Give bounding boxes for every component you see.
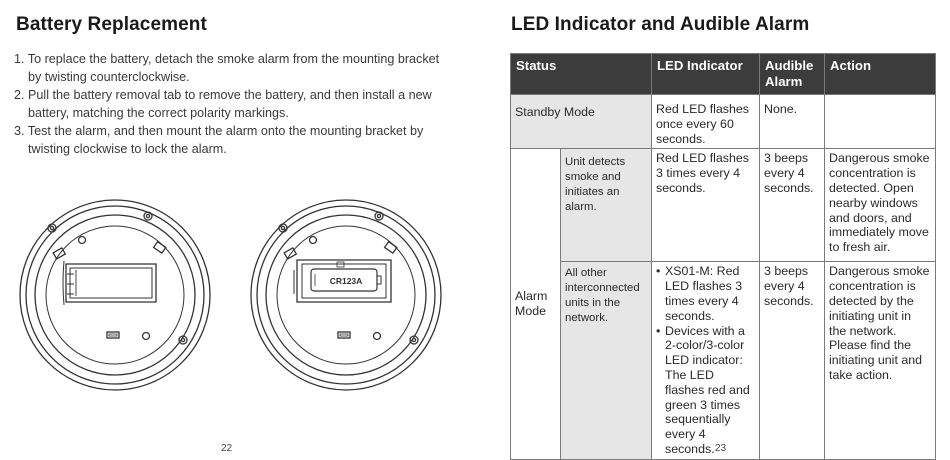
alarm-back-empty-drawing: [18, 198, 212, 392]
table-row-alarm-2: [511, 262, 936, 459]
standby-led: Red LED flashes once every 60 seconds.: [652, 95, 760, 149]
alarm-mode-label: Alarm Mode: [511, 149, 561, 459]
table-header-row: [511, 54, 936, 95]
alarm-row2-audible: 3 beeps every 4 seconds.: [760, 262, 825, 459]
table-row-standby: [511, 95, 936, 149]
alarm-row2-led-item-2: • Devices with a 2-color/3-color LED indicator: The LED flashes red and green 3 times sequentially every 4 seconds.: [656, 324, 755, 457]
right-page: [475, 0, 950, 455]
standby-audible: None.: [760, 95, 825, 149]
led-indicator-title: LED Indicator and Audible Alarm: [511, 14, 810, 35]
header-action: Action: [825, 54, 936, 95]
header-audible: Audible Alarm: [760, 54, 825, 95]
table-row-alarm-1: [511, 149, 936, 262]
alarm-row2-led: [652, 262, 760, 459]
standby-status: Standby Mode: [511, 95, 652, 149]
standby-action: [825, 95, 936, 149]
alarm-row1-sub: Unit detects smoke and initiates an alarm.: [561, 149, 652, 262]
header-led: LED Indicator: [652, 54, 760, 95]
battery-step-2: 2. Pull the battery removal tab to remove the battery, and then install a new battery, matching the correct polarity markings.: [14, 88, 432, 120]
page-number-right: 23: [715, 443, 727, 454]
alarm-back-battery-drawing: [249, 198, 443, 392]
page-number-left: 22: [221, 443, 233, 454]
led-alarm-table: [510, 53, 936, 460]
alarm-row2-led-item-1: • XS01-M: Red LED flashes 3 times every 4 seconds.: [656, 264, 755, 323]
alarm-row2-sub: All other interconnected units in the network.: [561, 262, 652, 459]
alarm-row1-audible: 3 beeps every 4 seconds.: [760, 149, 825, 262]
alarm-row2-led-list: [656, 264, 755, 456]
left-page: [0, 0, 475, 455]
alarm-row1-action: Dangerous smoke concentration is detected. Open nearby windows and doors, and immediately move to fresh air.: [825, 149, 936, 262]
battery-steps-list: [14, 50, 444, 158]
header-status: Status: [511, 54, 652, 95]
battery-replacement-title: Battery Replacement: [16, 14, 207, 35]
battery-step-3: 3. Test the alarm, and then mount the alarm onto the mounting bracket by twisting clockwise to lock the alarm.: [14, 124, 424, 156]
battery-cr123a-label: CR123A: [329, 276, 363, 286]
alarm-row1-led: Red LED flashes 3 times every 4 seconds.: [652, 149, 760, 262]
battery-step-1: 1. To replace the battery, detach the smoke alarm from the mounting bracket by twisting counterclockwise.: [14, 52, 440, 84]
alarm-row2-action: Dangerous smoke concentration is detected by the initiating unit in the network. Please find the initiating unit and take action.: [825, 262, 936, 459]
